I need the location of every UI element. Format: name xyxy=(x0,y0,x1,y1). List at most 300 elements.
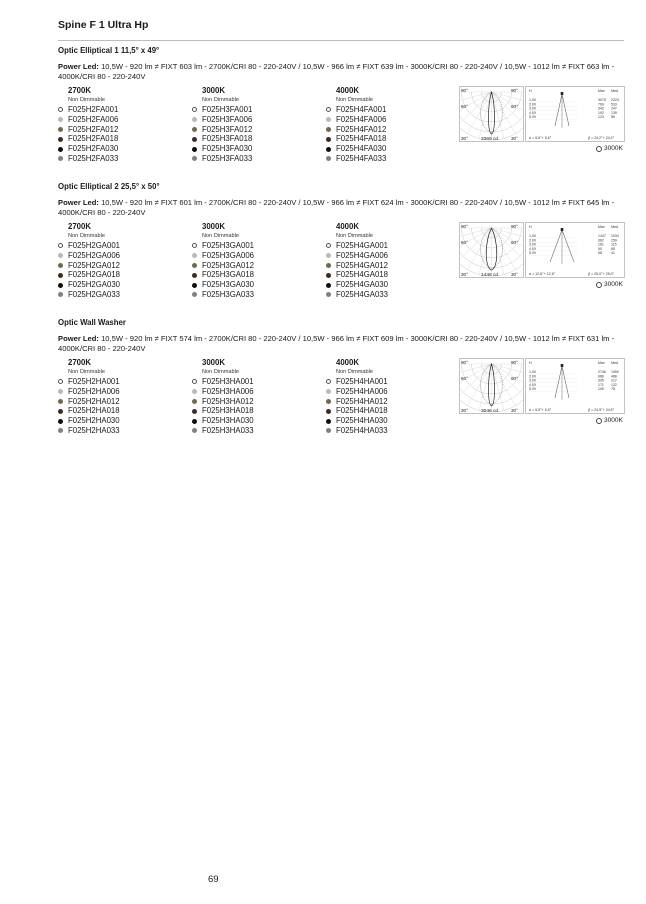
product-code: F025H2FA033 xyxy=(68,153,119,163)
product-code-row xyxy=(192,125,322,135)
product-code: F025H2FA001 xyxy=(68,105,119,114)
product-code: F025H3HA001 xyxy=(202,377,254,386)
product-code: F025H3FA006 xyxy=(202,114,253,124)
product-code-row xyxy=(58,261,188,271)
table-med: 247 xyxy=(611,106,617,111)
table-height: 2.00 xyxy=(529,102,536,107)
product-code-row xyxy=(192,134,322,144)
beam-angle-alpha: α = 12,6°+ 12,6° xyxy=(529,272,556,276)
product-code: F025H4GA001 xyxy=(336,241,389,250)
table-med: 122 xyxy=(611,382,617,387)
product-code: F025H4FA033 xyxy=(336,153,387,163)
section-title: Optic Elliptical 2 25,5° x 50° xyxy=(58,182,160,191)
power-text: 10,5W - 920 lm ≠ FIXT 603 lm - 2700K/CRI 80 - 220-240V / 10,5W - 966 lm ≠ FIXT 639 lm - 3000K/CRI 80 - 220-240V / 10,5W - 1012 lm ≠ FIXT 663 lm - 4000K/CRI 80 - 220-240V xyxy=(58,62,615,81)
product-code: F025H4HA018 xyxy=(336,406,388,416)
product-code: F025H3HA006 xyxy=(202,386,254,396)
table-max: 123 xyxy=(598,115,604,120)
product-code: F025H4FA001 xyxy=(336,105,387,114)
product-code-row xyxy=(58,241,188,251)
column-dimming: Non Dimmable xyxy=(68,369,105,375)
table-height: 2.00 xyxy=(529,374,536,379)
product-code: F025H2GA033 xyxy=(68,289,121,299)
product-code: F025H3FA012 xyxy=(202,124,253,134)
product-code-row xyxy=(192,115,322,125)
finish-color-dot xyxy=(58,419,63,424)
product-code: F025H2GA030 xyxy=(68,280,121,290)
table-med: 217 xyxy=(611,378,617,383)
polar-angle-label: 60° xyxy=(511,240,518,245)
table-height: 3.00 xyxy=(529,378,536,383)
finish-color-dot xyxy=(58,147,63,152)
finish-color-dot xyxy=(326,273,331,278)
product-code-row xyxy=(326,280,456,290)
finish-color-dot xyxy=(192,428,197,433)
table-height: 1.00 xyxy=(529,234,536,238)
table-height: 4.00 xyxy=(529,246,536,251)
illuminance-frame xyxy=(526,359,625,414)
table-header-max: Max xyxy=(598,89,605,93)
finish-color-dot xyxy=(326,292,331,297)
table-height: 5.00 xyxy=(529,115,536,120)
finish-color-dot xyxy=(192,127,197,132)
cct-column xyxy=(192,86,322,164)
product-code-row xyxy=(326,397,456,407)
finish-color-dot xyxy=(192,147,197,152)
finish-color-dot xyxy=(192,292,197,297)
table-med: 115 xyxy=(611,242,617,247)
product-code-row xyxy=(58,406,188,416)
product-code: F025H2HA001 xyxy=(68,377,120,386)
finish-color-dot xyxy=(326,263,331,268)
table-max: 109 xyxy=(598,387,604,392)
table-header-h: H xyxy=(529,89,532,93)
finish-color-dot xyxy=(58,107,63,112)
product-code-row xyxy=(326,115,456,125)
column-temperature: 3000K xyxy=(202,358,225,367)
table-med: 1950 xyxy=(611,370,619,374)
product-code-row xyxy=(58,154,188,164)
power-text: 10,5W - 920 lm ≠ FIXT 601 lm - 2700K/CRI 80 - 220-240V / 10,5W - 966 lm ≠ FIXT 624 lm - 3000K/CRI 80 - 220-240V / 10,5W - 1012 lm ≠ FIXT 645 lm - 4000K/CRI 80 - 220-240V xyxy=(58,198,615,217)
product-code: F025H4GA030 xyxy=(336,280,389,290)
finish-color-dot xyxy=(326,156,331,161)
polar-angle-label: 60° xyxy=(461,240,468,245)
table-header-max: Max xyxy=(598,361,605,365)
table-med: 89 xyxy=(611,115,615,120)
product-code: F025H2FA030 xyxy=(68,144,119,154)
table-height: 1.00 xyxy=(529,370,536,374)
table-header-med: Med xyxy=(611,89,618,93)
finish-color-dot xyxy=(58,117,63,122)
table-max: 362 xyxy=(598,238,604,243)
product-code-row xyxy=(58,377,188,387)
product-code-row xyxy=(58,270,188,280)
product-code: F025H4FA012 xyxy=(336,124,387,134)
finish-color-dot xyxy=(192,243,197,248)
finish-color-dot xyxy=(58,253,63,258)
product-code-row xyxy=(192,290,322,300)
beam-angle-alpha: α = 5,6°+ 5,6° xyxy=(529,136,552,140)
product-code-row xyxy=(58,134,188,144)
power-label: Power Led: xyxy=(58,62,99,71)
table-height: 3.00 xyxy=(529,242,536,247)
polar-angle-label: 90° xyxy=(461,360,468,365)
power-spec xyxy=(58,62,624,81)
page-number: 69 xyxy=(208,874,219,885)
table-header-max: Max xyxy=(598,225,605,229)
product-code-row xyxy=(326,251,456,261)
table-med: 139 xyxy=(611,110,617,115)
finish-color-dot xyxy=(326,399,331,404)
table-med: 533 xyxy=(611,102,617,107)
table-height: 4.00 xyxy=(529,110,536,115)
product-code-row xyxy=(192,105,322,115)
table-height: 5.00 xyxy=(529,251,536,256)
product-code: F025H4GA033 xyxy=(336,289,389,299)
finish-color-dot xyxy=(192,107,197,112)
power-text: 10,5W - 920 lm ≠ FIXT 574 lm - 2700K/CRI 80 - 220-240V / 10,5W - 966 lm ≠ FIXT 609 lm - 3000K/CRI 80 - 220-240V / 10,5W - 1012 lm ≠ FIXT 631 lm - 4000K/CRI 80 - 220-240V xyxy=(58,334,615,353)
beam-angle-beta: β = 25,0°+ 25,0° xyxy=(588,272,615,276)
table-med: 78 xyxy=(611,387,615,392)
polar-angle-label: 60° xyxy=(511,104,518,109)
product-code-row xyxy=(58,105,188,115)
product-code: F025H3HA033 xyxy=(202,425,254,435)
product-code: F025H2HA033 xyxy=(68,425,120,435)
power-label: Power Led: xyxy=(58,198,99,207)
bulb-icon xyxy=(596,146,602,152)
fixture-glyph xyxy=(561,92,564,95)
beam-angle-alpha: α = 5,5°+ 5,5° xyxy=(529,408,552,412)
finish-color-dot xyxy=(58,263,63,268)
table-max: 171 xyxy=(598,382,604,387)
polar-angle-label: 60° xyxy=(461,104,468,109)
power-label: Power Led: xyxy=(58,334,99,343)
finish-color-dot xyxy=(58,156,63,161)
finish-color-dot xyxy=(192,389,197,394)
product-code: F025H2GA012 xyxy=(68,260,121,270)
title-divider xyxy=(58,40,624,41)
polar-angle-label: 30° xyxy=(461,272,468,277)
column-temperature: 2700K xyxy=(68,86,91,95)
product-code-row xyxy=(326,387,456,397)
finish-color-dot xyxy=(58,283,63,288)
column-temperature: 4000K xyxy=(336,86,359,95)
product-code-row xyxy=(192,387,322,397)
product-code: F025H2FA018 xyxy=(68,134,119,144)
finish-color-dot xyxy=(192,263,197,268)
finish-color-dot xyxy=(192,156,197,161)
product-code-row xyxy=(326,241,456,251)
beam-angle-beta: β = 24,5°+ 24,5° xyxy=(588,408,615,412)
product-code-row xyxy=(326,125,456,135)
finish-color-dot xyxy=(58,137,63,142)
finish-color-dot xyxy=(58,273,63,278)
column-temperature: 3000K xyxy=(202,86,225,95)
product-code-row xyxy=(58,416,188,426)
cct-column xyxy=(326,358,456,436)
product-code: F025H2GA006 xyxy=(68,250,121,260)
column-temperature: 2700K xyxy=(68,222,91,231)
product-code-row xyxy=(58,387,188,397)
product-code: F025H2HA006 xyxy=(68,386,120,396)
finish-color-dot xyxy=(58,399,63,404)
table-med: 488 xyxy=(611,374,617,379)
table-med: 259 xyxy=(611,238,617,243)
table-header-med: Med xyxy=(611,361,618,365)
product-code-row xyxy=(58,251,188,261)
product-code: F025H3HA030 xyxy=(202,416,254,426)
polar-angle-label: 90° xyxy=(511,360,518,365)
polar-angle-label: 30° xyxy=(511,136,518,141)
finish-color-dot xyxy=(326,107,331,112)
product-code: F025H4HA001 xyxy=(336,377,388,386)
finish-color-dot xyxy=(326,428,331,433)
fixture-glyph xyxy=(561,364,564,367)
product-code: F025H3HA012 xyxy=(202,396,254,406)
finish-color-dot xyxy=(192,273,197,278)
photometric-diagram xyxy=(459,222,625,278)
polar-angle-label: 60° xyxy=(461,376,468,381)
table-height: 2.00 xyxy=(529,238,536,243)
table-height: 1.00 xyxy=(529,98,536,102)
polar-angle-label: 30° xyxy=(461,136,468,141)
finish-color-dot xyxy=(326,419,331,424)
product-code: F025H3GA001 xyxy=(202,241,255,250)
finish-color-dot xyxy=(192,137,197,142)
table-height: 3.00 xyxy=(529,106,536,111)
finish-color-dot xyxy=(326,117,331,122)
column-dimming: Non Dimmable xyxy=(68,97,105,103)
finish-color-dot xyxy=(58,428,63,433)
table-med: 41 xyxy=(611,251,615,256)
power-spec xyxy=(58,198,624,217)
product-section xyxy=(58,46,624,163)
product-code: F025H3GA030 xyxy=(202,280,255,290)
product-code: F025H4GA018 xyxy=(336,270,389,280)
column-dimming: Non Dimmable xyxy=(336,97,373,103)
peak-intensity: 3046 cd xyxy=(481,409,499,414)
cct-column xyxy=(326,86,456,164)
table-max: 686 xyxy=(598,374,604,379)
product-code: F025H3GA006 xyxy=(202,250,255,260)
product-code-row xyxy=(58,144,188,154)
finish-color-dot xyxy=(58,243,63,248)
product-code: F025H3FA018 xyxy=(202,134,253,144)
finish-color-dot xyxy=(58,389,63,394)
table-max: 161 xyxy=(598,242,604,247)
product-code-row xyxy=(58,426,188,436)
product-section xyxy=(58,182,624,299)
column-dimming: Non Dimmable xyxy=(336,233,373,239)
beam-angle-beta: β = 24,2°+ 24,2° xyxy=(588,136,615,140)
finish-color-dot xyxy=(192,253,197,258)
photometry-cct xyxy=(596,417,623,424)
finish-color-dot xyxy=(326,127,331,132)
product-code-row xyxy=(326,134,456,144)
product-code-row xyxy=(326,290,456,300)
product-code-row xyxy=(326,426,456,436)
photometric-diagram xyxy=(459,358,625,414)
product-code: F025H3GA018 xyxy=(202,270,255,280)
product-section xyxy=(58,318,624,435)
product-code: F025H4HA006 xyxy=(336,386,388,396)
polar-angle-label: 30° xyxy=(511,272,518,277)
product-code: F025H2HA030 xyxy=(68,416,120,426)
polar-angle-label: 90° xyxy=(511,88,518,93)
product-code: F025H4FA030 xyxy=(336,144,387,154)
photometry-cct xyxy=(596,145,623,152)
table-max: 90 xyxy=(598,246,602,251)
table-header-h: H xyxy=(529,225,532,229)
illuminance-frame xyxy=(526,223,625,278)
finish-color-dot xyxy=(326,253,331,258)
cct-column xyxy=(58,86,188,164)
product-code-row xyxy=(58,125,188,135)
table-max: 2746 xyxy=(598,370,606,374)
product-code: F025H4FA006 xyxy=(336,114,387,124)
section-title: Optic Elliptical 1 11,5° x 49° xyxy=(58,46,160,55)
product-code: F025H4FA018 xyxy=(336,134,387,144)
finish-color-dot xyxy=(192,117,197,122)
finish-color-dot xyxy=(326,147,331,152)
cct-column xyxy=(58,358,188,436)
product-code-row xyxy=(326,261,456,271)
polar-angle-label: 30° xyxy=(511,408,518,413)
product-code-row xyxy=(58,115,188,125)
finish-color-dot xyxy=(58,292,63,297)
table-max: 342 xyxy=(598,106,604,111)
cct-label: 3000K xyxy=(604,281,623,288)
table-header-h: H xyxy=(529,361,532,365)
product-code: F025H4GA006 xyxy=(336,250,389,260)
finish-color-dot xyxy=(326,243,331,248)
cct-column xyxy=(192,222,322,300)
product-code-row xyxy=(326,144,456,154)
product-code-row xyxy=(58,280,188,290)
column-temperature: 2700K xyxy=(68,358,91,367)
table-max: 769 xyxy=(598,102,604,107)
bulb-icon xyxy=(596,418,602,424)
finish-color-dot xyxy=(326,283,331,288)
column-dimming: Non Dimmable xyxy=(202,97,239,103)
product-code: F025H4HA030 xyxy=(336,416,388,426)
product-code-row xyxy=(326,416,456,426)
photometry-cct xyxy=(596,281,623,288)
photometric-diagram xyxy=(459,86,625,142)
fixture-glyph xyxy=(561,228,564,231)
illuminance-frame xyxy=(526,87,625,142)
product-code: F025H3GA033 xyxy=(202,289,255,299)
column-dimming: Non Dimmable xyxy=(68,233,105,239)
polar-angle-label: 90° xyxy=(511,224,518,229)
table-max: 1447 xyxy=(598,234,606,238)
product-code: F025H4HA012 xyxy=(336,396,388,406)
product-code-row xyxy=(58,290,188,300)
product-code-row xyxy=(192,377,322,387)
finish-color-dot xyxy=(192,283,197,288)
column-dimming: Non Dimmable xyxy=(202,369,239,375)
finish-color-dot xyxy=(58,127,63,132)
product-code: F025H2GA001 xyxy=(68,241,121,250)
finish-color-dot xyxy=(326,389,331,394)
bulb-icon xyxy=(596,282,602,288)
product-code-row xyxy=(192,426,322,436)
cct-label: 3000K xyxy=(604,145,623,152)
column-temperature: 4000K xyxy=(336,222,359,231)
peak-intensity: 1448 cd xyxy=(481,273,499,278)
product-code: F025H3FA033 xyxy=(202,153,253,163)
finish-color-dot xyxy=(326,409,331,414)
column-dimming: Non Dimmable xyxy=(202,233,239,239)
product-code: F025H3FA030 xyxy=(202,144,253,154)
product-code-row xyxy=(192,397,322,407)
product-code-row xyxy=(192,261,322,271)
product-code: F025H4HA033 xyxy=(336,425,388,435)
polar-angle-label: 90° xyxy=(461,88,468,93)
product-code-row xyxy=(192,270,322,280)
polar-angle-label: 30° xyxy=(461,408,468,413)
section-title: Optic Wall Washer xyxy=(58,318,126,327)
product-code-row xyxy=(192,144,322,154)
finish-color-dot xyxy=(326,137,331,142)
product-code-row xyxy=(192,251,322,261)
table-med: 2223 xyxy=(611,98,619,102)
product-code: F025H3FA001 xyxy=(202,105,253,114)
product-code-row xyxy=(192,280,322,290)
peak-intensity: 3369 cd xyxy=(481,137,499,142)
product-code: F025H3HA018 xyxy=(202,406,254,416)
product-code: F025H3GA012 xyxy=(202,260,255,270)
table-med: 65 xyxy=(611,246,615,251)
finish-color-dot xyxy=(58,379,63,384)
power-spec xyxy=(58,334,624,353)
product-code-row xyxy=(326,406,456,416)
table-max: 58 xyxy=(598,251,602,256)
table-header-med: Med xyxy=(611,225,618,229)
product-code: F025H2FA012 xyxy=(68,124,119,134)
cct-label: 3000K xyxy=(604,417,623,424)
polar-angle-label: 90° xyxy=(461,224,468,229)
table-max: 305 xyxy=(598,378,604,383)
finish-color-dot xyxy=(192,399,197,404)
product-code-row xyxy=(326,377,456,387)
finish-color-dot xyxy=(192,379,197,384)
product-code-row xyxy=(192,416,322,426)
column-dimming: Non Dimmable xyxy=(336,369,373,375)
cct-column xyxy=(326,222,456,300)
finish-color-dot xyxy=(58,409,63,414)
finish-color-dot xyxy=(192,409,197,414)
column-temperature: 3000K xyxy=(202,222,225,231)
product-code: F025H2HA018 xyxy=(68,406,120,416)
table-med: 1034 xyxy=(611,234,619,238)
table-height: 4.00 xyxy=(529,382,536,387)
column-temperature: 4000K xyxy=(336,358,359,367)
product-code: F025H2FA006 xyxy=(68,114,119,124)
table-height: 5.00 xyxy=(529,387,536,392)
product-code-row xyxy=(326,270,456,280)
polar-angle-label: 60° xyxy=(511,376,518,381)
finish-color-dot xyxy=(326,379,331,384)
finish-color-dot xyxy=(192,419,197,424)
product-code: F025H2HA012 xyxy=(68,396,120,406)
product-code-row xyxy=(58,397,188,407)
page-title: Spine F 1 Ultra Hp xyxy=(58,19,149,31)
product-code-row xyxy=(192,406,322,416)
product-code-row xyxy=(192,154,322,164)
product-code-row xyxy=(326,154,456,164)
table-max: 192 xyxy=(598,110,604,115)
product-code: F025H2GA018 xyxy=(68,270,121,280)
